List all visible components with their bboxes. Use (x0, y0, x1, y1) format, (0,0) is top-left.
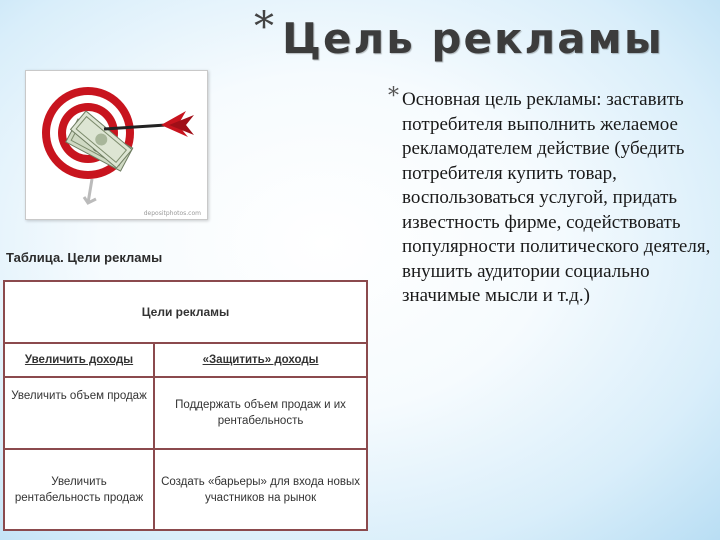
table-row (4, 449, 367, 530)
table-cell: Увеличить рентабельность продаж (4, 449, 154, 530)
target-dart-image (25, 70, 208, 220)
title-bullet-star: * (254, 4, 274, 50)
column-header-increase-income: Увеличить доходы (4, 343, 154, 377)
table-row (4, 377, 367, 449)
table-cell: Увеличить объем продаж (4, 377, 154, 449)
table-header-cell: Цели рекламы (4, 281, 367, 343)
table-header-row (4, 281, 367, 343)
advertising-goals-table (3, 280, 368, 531)
table-cell: Поддержать объем продаж и их рентабельность (154, 377, 367, 449)
column-header-protect-income: «Защитить» доходы (154, 343, 367, 377)
table-caption: Таблица. Цели рекламы (6, 250, 163, 265)
main-paragraph: Основная цель рекламы: заставить потребителя выполнить желаемое рекламодателем действие (убедить потребителя купить товар, воспользоваться услугой, придать известность фирме, содействовать популярности политического деятеля, внушить аудитории социально значимые мысли и т.д.) (402, 89, 711, 306)
text-bullet-star: * (388, 84, 399, 109)
target-with-dart-and-money-icon (26, 71, 207, 219)
image-watermark: depositphotos.com (143, 210, 201, 217)
slide-title: Цель рекламы (282, 14, 664, 63)
table-cell: Создать «барьеры» для входа новых участников на рынок (154, 449, 367, 530)
table-column-headers (4, 343, 367, 377)
